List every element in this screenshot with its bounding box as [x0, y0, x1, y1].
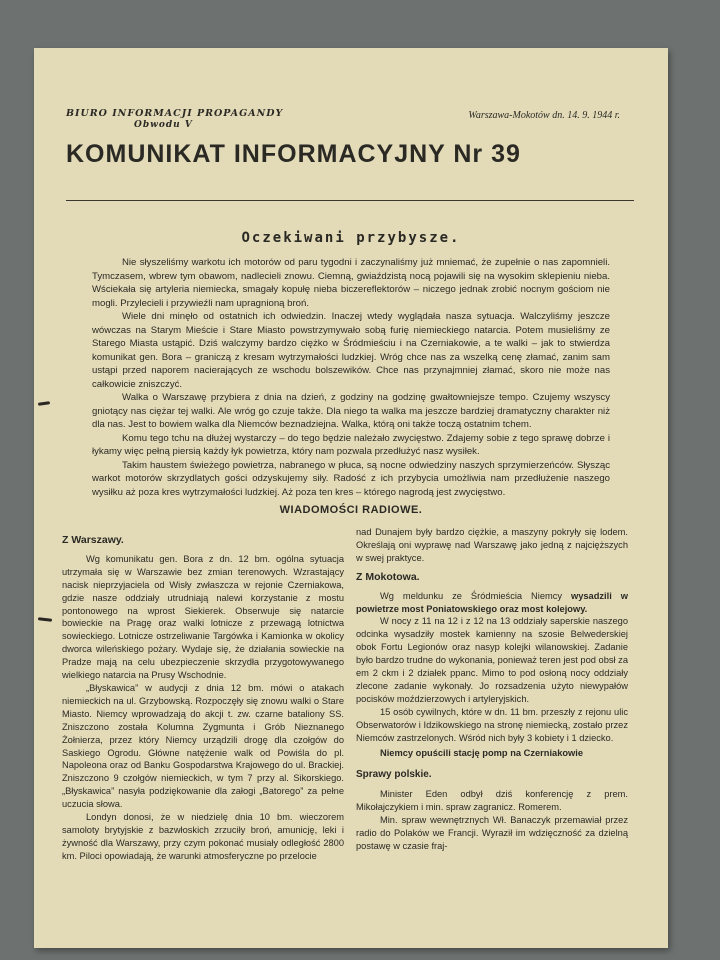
article-title: Oczekiwani przybysze. [241, 230, 461, 246]
right-column [356, 526, 628, 853]
continuation-paragraph: nad Dunajem były bardzo ciężkie, a maszyny pokryły się lodem. Określają oni wyprawę nad Warszawę jako jedną z najcięższych w swej praktyce. [356, 527, 628, 563]
mokotow-lead-text: Wg meldunku ze Śródmieścia Niemcy [380, 590, 571, 601]
polish-affairs-heading: Sprawy polskie. [356, 769, 432, 781]
dateline: Warszawa-Mokotów dn. 14. 9. 1944 r. [468, 110, 620, 121]
mokotow-lead-paragraph [356, 590, 628, 616]
district-name: Obwodu V [134, 120, 193, 130]
article-body [92, 256, 610, 499]
article-paragraph: Takim haustem świeżego powietrza, nabranego w płuca, są nocne odwiedziny naszych sprzymierzeńców. Słysząc warkot motorów skrzydlatych gości odzyskujemy siły. Radość z ich przybycia umożliwia nam przedłużenie naszego wysiłku aż poza kres wytrzymałości ludzkiej. Aż poza ten kres – którego nagrodą jest zwycięstwo. [92, 459, 610, 498]
article-paragraph: Komu tego tchu na dłużej wystarczy – do tego będzie należało zwycięstwo. Zdajemy sobie z tego sprawę dobrze i łykamy więc pełną piersią każdy łyk powietrza, który nam pozwala przedłużyć nasz wysiłek. [92, 432, 610, 457]
warsaw-paragraph: „Błyskawica” w audycji z dnia 12 bm. mówi o atakach niemieckich na ul. Grzybowską. Rozpoczęły się znowu walki o Stare Miasto. Niemcy wprowadzają do akcji t. zw. czarne bataliony SS. Zniszczono została Kolumna Zygmunta i Grób Nieznanego Żołnierza, przez który Niemcy urządzili drogę dla czołgów do Saskiego Ogrodu. Główne natężenie walk od Powiśla do pl. Napoleona oraz od Banku Gospodarstwa Krajowego do ul. Brackiej. Zniszczono 9 czołgów niemieckich, w tym 7 przy al. Sikorskiego. „Błyskawica” nasyła podziękowanie dla załogi „Batorego” za pełne uczucia słowa. [62, 682, 344, 810]
bridge-explosion-text: wysadzili w powietrze most Poniatowskiego oraz most kolejowy. [356, 590, 628, 614]
article-paragraph: Walka o Warszawę przybiera z dnia na dzień, z godziny na godzinę gwałtowniejsze tempo. Czujemy wszyscy gniotący nas ciężar tej walki. Ale wróg go czuje także. Dla niego ta walka ma jeszcze bardziej dramatyczny charakter niż dla nas. Jest to bowiem walka dla Niemców beznadziejna. Walka, którą oni także toczą ostatnim tchem. [92, 392, 610, 430]
masthead-title: KOMUNIKAT INFORMACYJNY Nr 39 [66, 140, 521, 168]
warsaw-paragraph: Londyn donosi, że w niedzielę dnia 10 bm. wieczorem samoloty brytyjskie z bazwłoskich zrzuciły broń, amunicję, leki i żywność dla Warszawy, przy czym pokonać musiały odległość 2800 km. Piloci opowiadają, że warunki atmosferyczne po przelocie [62, 812, 344, 861]
polish-affairs-paragraph: Minister Eden odbył dziś konferencję z prem. Mikołajczykiem i min. spraw zagranicz. Romerem. [356, 789, 628, 813]
pump-station-line: Niemcy opuścili stację pomp na Czerniakowie [380, 747, 584, 758]
mokotow-paragraph: 15 osób cywilnych, które w dn. 11 bm. przeszły z rejonu ulic Obserwatorów i Idzikowskiego na stronę niemiecką, zostało przez Niemców zastrzelonych. Wśród nich były 3 kobiety i 1 dziecko. [356, 706, 628, 743]
newsletter-page [34, 48, 668, 948]
warsaw-heading: Z Warszawy. [62, 534, 124, 546]
article-paragraph: Wiele dni minęło od ostatnich ich odwiedzin. Inaczej wtedy wyglądała nasza sytuacja. Walczyliśmy jeszcze wówczas na Starym Mieście i Stare Miasto powstrzymywało sobą furię niemieckiego natarcia. Potem musieliśmy ze Starego Miasta ustąpić. Dziś walczymy bardzo ciężko w Śródmieściu i na Czerniakowie, a te walki – jak to stwierdza komunikat gen. Bora – graniczą z kresam wytrzymałości ludzkiej. Wróg chce nas za wszelką cenę złamać, zanim sam ustąpi przed naporem nacierających ze wschodu bolszewików. Chce nas przynajmniej złamać, skoro nie może nas całkowicie zniszczyć. [92, 311, 610, 390]
bureau-name: BIURO INFORMACJI PROPAGANDY [66, 108, 284, 119]
warsaw-paragraph: Wg komunikatu gen. Bora z dn. 12 bm. ogólna sytuacja utrzymała się w Warszawie bez zmian terenowych. Wzrastający nacisk nieprzyjaciela od Wisły zwłaszcza w rejonie Czerniakowa, gdzie nasze oddziały utrudniają nalewi korzystanie z mostu pontonowego na wprost Siekierek. Obserwuje się natarcie bowieckie na Pragę oraz walki lotnicze z przewagą lotnictwa sowieckiego. Lotnicze ostrzeliwanie Targówka i Kamionka w okolicy dworca wileńskiego pożary. Wydaje się, że działania sowieckie na Pradze mają na celu ubezpieczenie skrzydła przygotowywanego wielkiego natarcia na Prusy Wschodnie. [62, 553, 344, 681]
header-rule [66, 200, 634, 201]
bureau-header [66, 108, 283, 130]
mokotow-paragraph: W nocy z 11 na 12 i z 12 na 13 oddziały saperskie naszego odcinka wysadziły mostek kamienny na szosie Belwederskiej obok Fortu Legionów oraz nasyp kolejki wilanowskiej. Zadanie było bardzo trudne do wykonania, ponieważ teren jest pod obsł za em 2 ckm i 2 działek ppanc. Mimo to pod osłoną nocy oddziały zlecone zadanie wykonały. Jo rozsadzenia użyto niewypałów pocisków moździerzowych i artyleryjskich. [356, 616, 628, 704]
left-column [62, 528, 344, 863]
article-paragraph: Nie słyszeliśmy warkotu ich motorów od paru tygodni i zaczynaliśmy już mniemać, że zupełnie o nas zapomnieli. Tymczasem, wbrew tym obawom, nadlecieli znowu. Ciemną, gwiaździstą nocą pojawili się na wysokim sklepieniu nieba. Wściekała się artyleria niemiecka, smagały kopułę nieba biczereflektorów – niczego jednak zrobić nocnym gościom nie mogli. Przylecieli i przywieźli nam upragnioną broń. [92, 257, 610, 309]
radio-news-title: WIADOMOŚCI RADIOWE. [279, 504, 423, 516]
polish-affairs-paragraph: Min. spraw wewnętrznych Wł. Banaczyk przemawiał przez radio do Polaków we Francji. Wyraził im wdzięczność za dzielną postawę w czasie fraj- [356, 815, 628, 851]
mokotow-heading: Z Mokotowa. [356, 570, 420, 583]
